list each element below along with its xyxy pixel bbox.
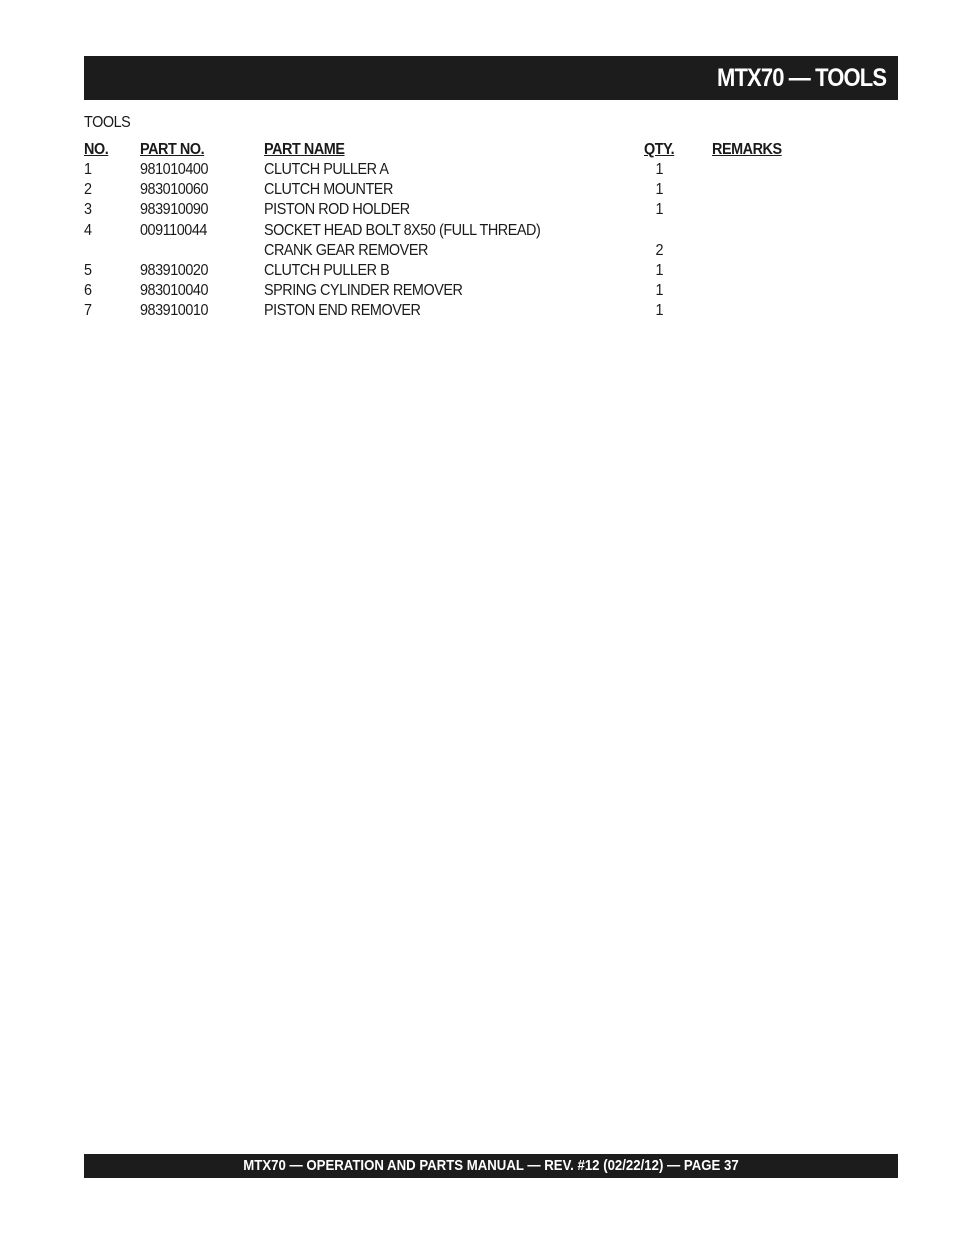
row-part-name: PISTON ROD HOLDER bbox=[264, 201, 410, 219]
header-no: NO. bbox=[84, 141, 109, 158]
header-qty: QTY. bbox=[644, 141, 675, 158]
page-footer bbox=[84, 1154, 898, 1178]
table-header-row bbox=[84, 141, 844, 161]
row-part-name: CLUTCH PULLER A bbox=[264, 161, 389, 178]
row-part-name: CLUTCH PULLER B bbox=[264, 261, 390, 279]
row-part-no: 983010060 bbox=[140, 181, 209, 199]
row-qty: 1 bbox=[655, 302, 664, 320]
row-no: 3 bbox=[84, 201, 92, 219]
row-qty: 1 bbox=[655, 261, 664, 279]
table-row bbox=[84, 222, 844, 242]
row-part-no: 983910010 bbox=[140, 302, 209, 320]
footer-text: MTX70 — OPERATION AND PARTS MANUAL — REV. #12 (02/22/12) — PAGE 37 bbox=[243, 1157, 739, 1174]
row-qty: 2 bbox=[655, 241, 664, 259]
row-part-no: 983010040 bbox=[140, 282, 209, 300]
table-row bbox=[84, 262, 844, 282]
row-part-name: SOCKET HEAD BOLT 8X50 (FULL THREAD) bbox=[264, 221, 541, 239]
row-part-no: 983910090 bbox=[140, 201, 209, 219]
row-no: 7 bbox=[84, 302, 92, 320]
row-part-name: CLUTCH MOUNTER bbox=[264, 181, 393, 199]
row-no: 4 bbox=[84, 221, 92, 239]
page-header bbox=[84, 56, 898, 100]
header-part-no: PART NO. bbox=[140, 141, 205, 158]
row-qty: 1 bbox=[655, 161, 664, 178]
header-remarks: REMARKS bbox=[712, 141, 782, 158]
table-row bbox=[84, 282, 844, 302]
table-row bbox=[84, 201, 844, 221]
row-qty: 1 bbox=[655, 181, 664, 199]
row-part-no: 983910020 bbox=[140, 261, 209, 279]
row-qty: 1 bbox=[655, 282, 664, 300]
row-part-no: 009110044 bbox=[140, 221, 207, 239]
row-part-name: CRANK GEAR REMOVER bbox=[264, 241, 428, 259]
section-label: TOOLS bbox=[84, 114, 131, 131]
row-no: 5 bbox=[84, 261, 92, 279]
table-row bbox=[84, 302, 844, 322]
row-no: 2 bbox=[84, 181, 92, 199]
table-body bbox=[84, 161, 844, 323]
row-part-no: 981010400 bbox=[140, 161, 209, 178]
table-row bbox=[84, 161, 844, 181]
header-part-name: PART NAME bbox=[264, 141, 345, 158]
table-row bbox=[84, 181, 844, 201]
table-row bbox=[84, 242, 844, 262]
row-part-name: SPRING CYLINDER REMOVER bbox=[264, 282, 463, 300]
page-title: MTX70 — TOOLS bbox=[716, 64, 886, 92]
parts-table bbox=[84, 141, 844, 323]
row-part-name: PISTON END REMOVER bbox=[264, 302, 421, 320]
row-qty: 1 bbox=[655, 201, 664, 219]
row-no: 1 bbox=[84, 161, 92, 178]
row-no: 6 bbox=[84, 282, 92, 300]
